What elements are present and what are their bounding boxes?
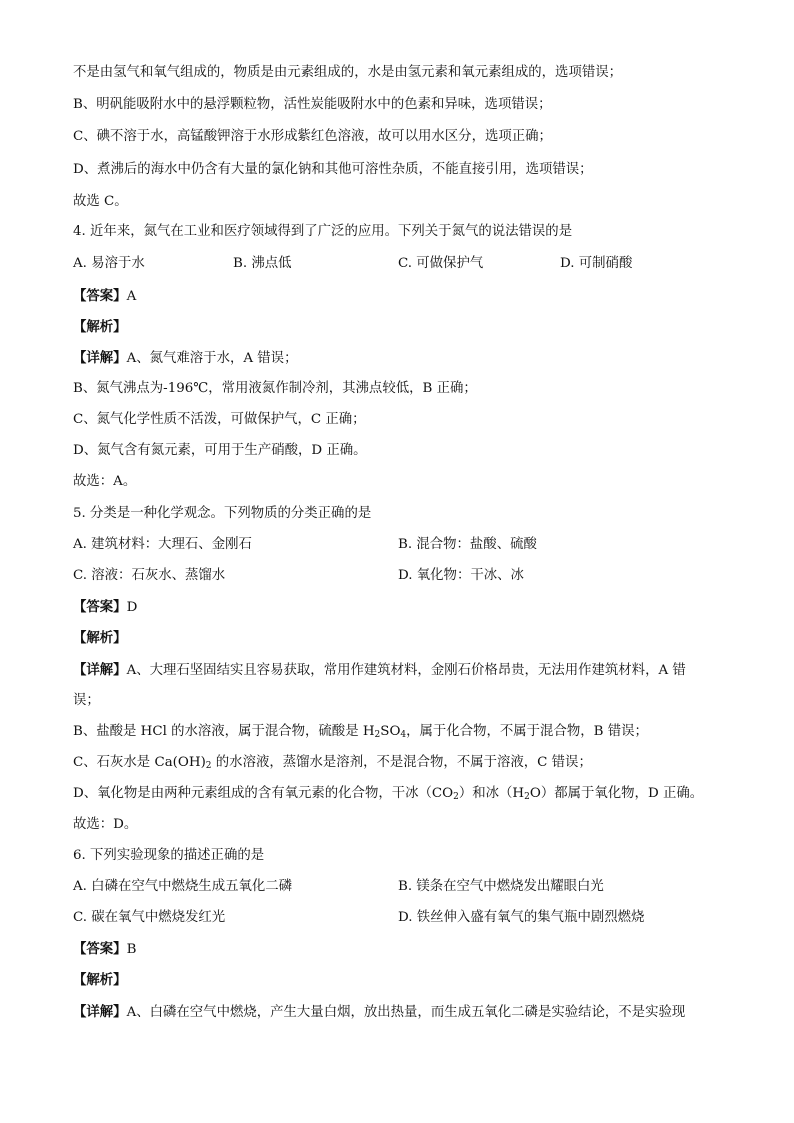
detail-tag: 【详解】 [73, 662, 127, 678]
subscript: 2 [524, 792, 530, 802]
detail-line [73, 1002, 685, 1023]
option-b: B. 沸点低 [233, 256, 292, 271]
detail-text: ，属于化合物，不属于混合物，B 错误； [406, 724, 648, 739]
option-b: B. 镁条在空气中燃烧发出耀眼白光 [398, 879, 604, 894]
question-stem: 6. 下列实验现象的描述正确的是 [73, 848, 265, 863]
answer-line [73, 939, 136, 960]
answer-tag: 【答案】 [73, 599, 127, 615]
detail-tag: 【详解】 [73, 350, 127, 366]
detail-line [73, 722, 648, 742]
subscript: 2 [205, 761, 212, 771]
subscript: 4 [400, 730, 407, 740]
answer-value: B [126, 942, 137, 957]
subscript: 2 [453, 792, 459, 802]
option-a: A. 建筑材料：大理石、金刚石 [73, 537, 252, 552]
option-a: A. 易溶于水 [73, 256, 145, 271]
subscript: 2 [374, 730, 381, 740]
detail-text: A、白磷在空气中燃烧，产生大量白烟，放出热量，而生成五氧化二磷是实验结论，不是实验现 [126, 1005, 686, 1020]
conclusion-line: 故选：D。 [73, 817, 138, 832]
answer-line [73, 597, 137, 618]
text-line: 不是由氢气和氧气组成的，物质是由元素组成的，水是由氢元素和氧元素组成的，选项错误； [73, 65, 623, 80]
analysis-label: 【解析】 [73, 972, 127, 988]
option-d: D. 氧化物：干冰、冰 [398, 568, 524, 583]
option-d: D. 铁丝伸入盛有氧气的集气瓶中剧烈燃烧 [398, 910, 645, 925]
detail-line: C、氮气化学性质不活泼，可做保护气，C 正确； [73, 412, 366, 427]
detail-text: A、氮气难溶于水，A 错误； [126, 351, 298, 366]
detail-text: 的水溶液，蒸馏水是溶剂，不是混合物，不属于溶液，C 错误； [211, 755, 592, 770]
option-b: B. 混合物：盐酸、硫酸 [398, 537, 537, 552]
text-line: B、明矾能吸附水中的悬浮颗粒物，活性炭能吸附水中的色素和异味，选项错误； [73, 97, 552, 112]
question-stem: 4. 近年来，氮气在工业和医疗领域得到了广泛的应用。下列关于氮气的说法错误的是 [73, 224, 573, 239]
detail-line: D、氮气含有氮元素，可用于生产硝酸，D 正确。 [73, 443, 367, 458]
answer-tag: 【答案】 [73, 941, 127, 957]
option-c: C. 可做保护气 [398, 256, 484, 271]
analysis-label: 【解析】 [73, 630, 127, 646]
detail-text: A、大理石坚固结实且容易获取，常用作建筑材料，金刚石价格昂贵，无法用作建筑材料，A 错 [126, 663, 686, 678]
detail-line: 误； [73, 693, 100, 708]
analysis-tag [73, 628, 127, 649]
answer-value: D [126, 600, 138, 615]
answer-value: A [126, 289, 137, 304]
option-c: C. 碳在氧气中燃烧发红光 [73, 910, 226, 925]
detail-text: SO [380, 724, 401, 739]
option-c: C. 溶液：石灰水、蒸馏水 [73, 568, 226, 583]
text-line: 故选 C。 [73, 194, 128, 209]
answer-tag: 【答案】 [73, 288, 127, 304]
conclusion-line: 故选：A。 [73, 474, 137, 489]
detail-tag: 【详解】 [73, 1004, 127, 1020]
analysis-tag [73, 317, 127, 338]
analysis-tag [73, 970, 127, 991]
detail-text: O）都属于氧化物，D 正确。 [529, 786, 704, 801]
detail-text: C、石灰水是 Ca(OH) [73, 755, 206, 770]
detail-text: D、氧化物是由两种元素组成的含有氧元素的化合物，干冰（CO [73, 786, 454, 801]
detail-text: ）和冰（H [458, 786, 525, 801]
text-line: D、煮沸后的海水中仍含有大量的氯化钠和其他可溶性杂质，不能直接引用，选项错误； [73, 162, 593, 177]
detail-line [73, 660, 686, 681]
detail-line: B、氮气沸点为-196℃，常用液氮作制冷剂，其沸点较低，B 正确； [73, 381, 477, 396]
detail-line [73, 753, 592, 773]
option-a: A. 白磷在空气中燃烧生成五氧化二磷 [73, 879, 293, 894]
question-stem: 5. 分类是一种化学观念。下列物质的分类正确的是 [73, 506, 372, 521]
analysis-label: 【解析】 [73, 319, 127, 335]
option-d: D. 可制硝酸 [560, 256, 633, 271]
text-line: C、碘不溶于水，高锰酸钾溶于水形成紫红色溶液，故可以用水区分，选项正确； [73, 129, 552, 144]
detail-line [73, 784, 703, 804]
detail-text: B、盐酸是 HCl 的水溶液，属于混合物，硫酸是 H [73, 724, 375, 739]
detail-line [73, 348, 297, 369]
answer-line [73, 286, 136, 307]
